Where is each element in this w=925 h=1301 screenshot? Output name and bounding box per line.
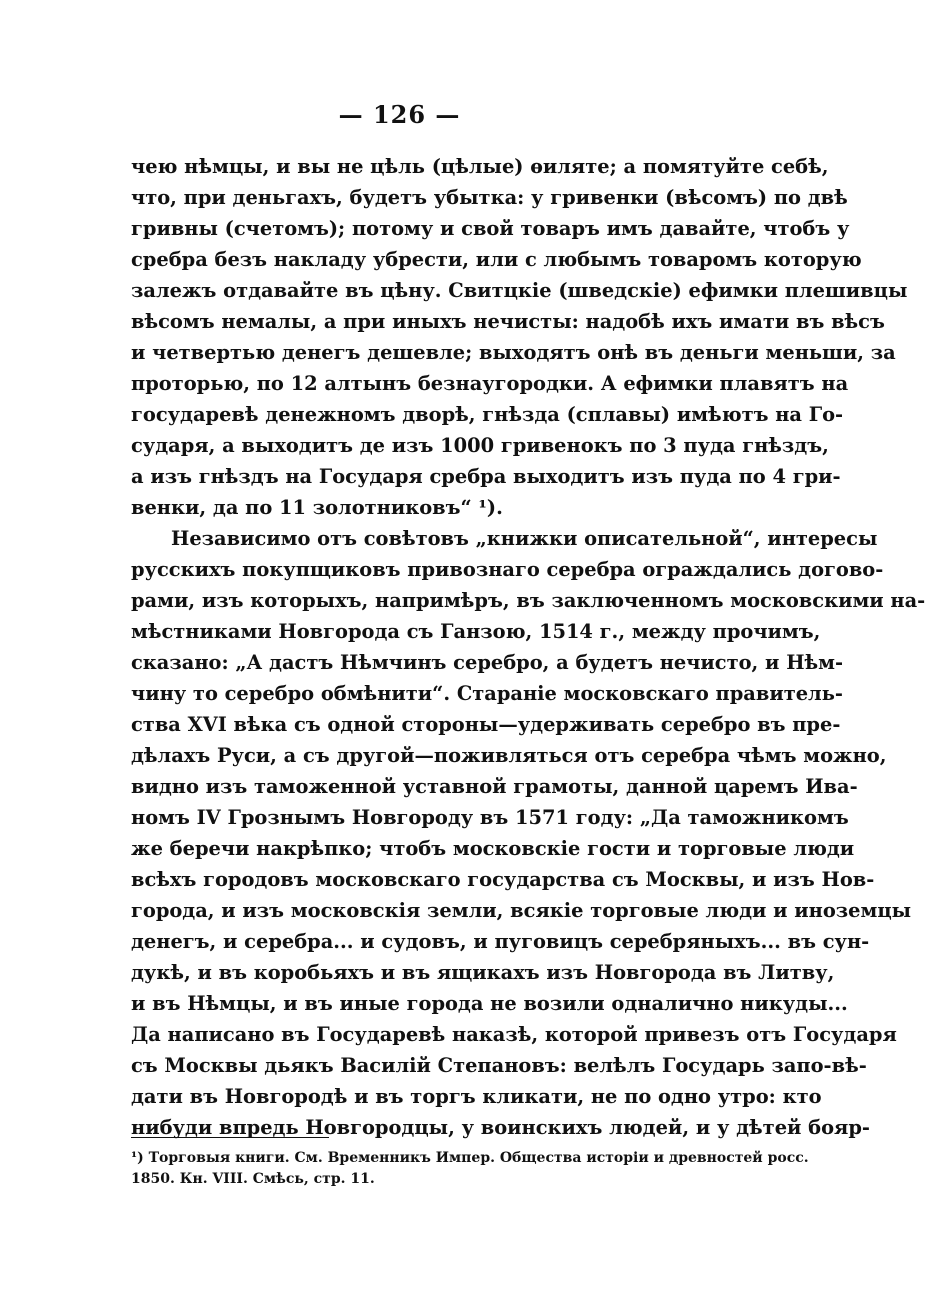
text-line: сударя, а выходитъ де изъ 1000 гривенокъ по 3 пуда гнѣздъ, bbox=[131, 434, 829, 457]
text-line: вѣсомъ немалы, а при иныхъ нечисты: надобѣ ихъ имати въ вѣсъ bbox=[131, 310, 885, 333]
text-line: сказано: „А дастъ Нѣмчинъ серебро, а будетъ нечисто, и Нѣм- bbox=[131, 651, 844, 674]
text-line: чину то серебро обмѣнити“. Стараніе московскаго правитель- bbox=[131, 682, 843, 705]
text-line: гривны (счетомъ); потому и свой товаръ имъ давайте, чтобъ у bbox=[131, 217, 850, 240]
text-line: рами, изъ которыхъ, напримѣръ, въ заключенномъ московскими на- bbox=[131, 589, 925, 612]
text-line: и четвертью денегъ дешевле; выходятъ онѣ въ деньги меньши, за bbox=[131, 341, 896, 364]
text-line: ства XVI вѣка съ одной стороны—удерживать серебро въ пре- bbox=[131, 713, 841, 736]
paragraph-2 bbox=[131, 523, 925, 1143]
text-line: же беречи накрѣпко; чтобъ московскіе гости и торговые люди bbox=[131, 837, 855, 860]
text-line: что, при деньгахъ, будетъ убытка: у гривенки (вѣсомъ) по двѣ bbox=[131, 186, 848, 209]
paragraph-1 bbox=[131, 151, 908, 523]
text-line: видно изъ таможенной уставной грамоты, данной царемъ Ива- bbox=[131, 775, 858, 798]
text-line: и въ Нѣмцы, и въ иные города не возили одналично никуды... bbox=[131, 992, 848, 1015]
text-line: дѣлахъ Руси, а съ другой—поживляться отъ серебра чѣмъ можно, bbox=[131, 744, 887, 767]
text-line: мѣстниками Новгорода съ Ганзою, 1514 г., между прочимъ, bbox=[131, 620, 821, 643]
text-line: сребра безъ накладу убрести, или с любымъ товаромъ которую bbox=[131, 248, 862, 271]
footnote-line: ¹) Торговыя книги. См. Временникъ Импер. Общества исторіи и древностей росс. bbox=[131, 1150, 809, 1166]
text-line: нибуди впредь Новгородцы, у воинскихъ людей, и у дѣтей бояр- bbox=[131, 1116, 870, 1139]
text-line: венки, да по 11 золотниковъ“ ¹). bbox=[131, 496, 503, 519]
footnote bbox=[131, 1148, 809, 1190]
text-line: проторью, по 12 алтынъ безнаугородки. А ефимки плавятъ на bbox=[131, 372, 849, 395]
text-line: всѣхъ городовъ московскаго государства съ Москвы, и изъ Нов- bbox=[131, 868, 875, 891]
text-line: государевѣ денежномъ дворѣ, гнѣзда (сплавы) имѣютъ на Го- bbox=[131, 403, 844, 426]
text-line: чею нѣмцы, и вы не цѣль (цѣлые) ѳиляте; а помятуйте себѣ, bbox=[131, 155, 829, 178]
text-line: а изъ гнѣздъ на Государя сребра выходитъ изъ пуда по 4 гри- bbox=[131, 465, 841, 488]
text-line: города, и изъ московскія земли, всякіе торговые люди и иноземцы bbox=[131, 899, 912, 922]
footnote-line: 1850. Кн. VIII. Смѣсь, стр. 11. bbox=[131, 1171, 375, 1187]
text-line: дати въ Новгородѣ и въ торгъ кликати, не по одно утро: кто bbox=[131, 1085, 822, 1108]
page-number: — 126 — bbox=[338, 100, 461, 129]
text-line: денегъ, и серебра... и судовъ, и пуговицъ серебряныхъ... въ сун- bbox=[131, 930, 870, 953]
text-line: залежъ отдавайте въ цѣну. Свитцкіе (шведскіе) ефимки плешивцы bbox=[131, 279, 908, 302]
main-text bbox=[131, 151, 925, 1143]
footnote-divider bbox=[131, 1137, 329, 1138]
text-line: Независимо отъ совѣтовъ „книжки описательной“, интересы bbox=[171, 527, 878, 550]
text-line: номъ IV Грознымъ Новгороду въ 1571 году: „Да таможникомъ bbox=[131, 806, 849, 829]
text-line: дукѣ, и въ коробьяхъ и въ ящикахъ изъ Новгорода въ Литву, bbox=[131, 961, 835, 984]
text-line: Да написано въ Государевѣ наказѣ, которой привезъ отъ Государя bbox=[131, 1023, 897, 1046]
text-line: русскихъ покупщиковъ привознаго серебра ограждались догово- bbox=[131, 558, 884, 581]
text-line: съ Москвы дьякъ Василій Степановъ: велѣлъ Государь запо-вѣ- bbox=[131, 1054, 867, 1077]
